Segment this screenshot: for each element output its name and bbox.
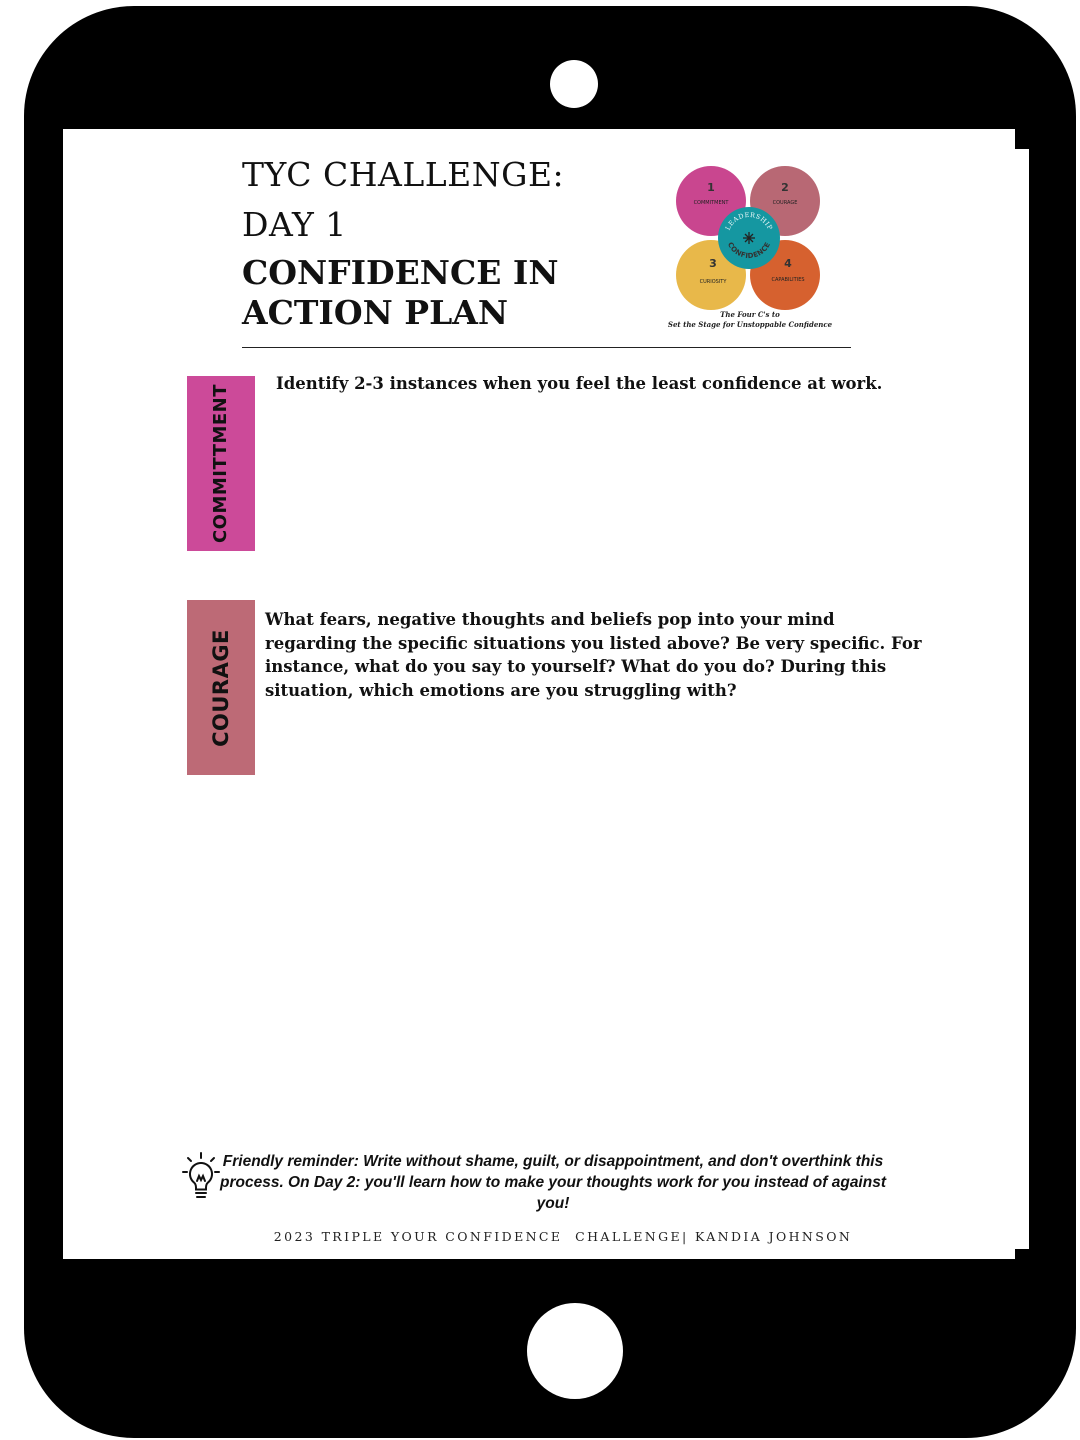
circle-2-number: 2 [781, 181, 789, 194]
center-bottom-text: CONFIDENCE [725, 240, 773, 261]
circle-4-number: 4 [784, 257, 792, 270]
commitment-tab [187, 376, 255, 551]
title-line-2: DAY 1 [242, 205, 347, 244]
courage-prompt: What fears, negative thoughts and beliefs pop into your mind regarding the specific situations you listed above? Be very specific. For instance, what do you say to yourself? What do you do? During this situation, which emotions are you struggling with? [265, 610, 922, 700]
circle-3-label: CURIOSITY [699, 279, 727, 285]
commitment-prompt: Identify 2-3 instances when you feel the least confidence at work. [276, 374, 883, 393]
commitment-tab-label: COMMITTMENT [210, 383, 232, 544]
home-button[interactable] [527, 1303, 623, 1399]
page-title: CONFIDENCE IN ACTION PLAN [242, 253, 559, 332]
circle-1-label: COMMITMENT [693, 200, 729, 206]
courage-tab [187, 600, 255, 775]
page-footer: 2023 TRIPLE YOUR CONFIDENCE CHALLENGE| KANDIA JOHNSON [273, 1229, 853, 1244]
friendly-reminder: Friendly reminder: Write without shame, guilt, or disappointment, and don't overthink this process. On Day 2: you'll learn how to make your thoughts work for you instead of against you! [220, 1153, 886, 1212]
four-cs-logo [668, 161, 833, 333]
courage-tab-label: COURAGE [209, 628, 234, 747]
circle-2-label: COURAGE [772, 200, 798, 206]
camera-dot [550, 60, 598, 108]
logo-caption-line-1: The Four C's to [720, 310, 780, 319]
worksheet-page [63, 129, 1015, 1259]
circle-3-number: 3 [709, 257, 717, 270]
circle-4-label: CAPABILITIES [771, 277, 805, 283]
center-top-text: LEADERSHIP [723, 210, 775, 232]
header-divider [242, 347, 851, 348]
title-line-1: TYC CHALLENGE: [242, 155, 565, 194]
logo-caption-line-2: Set the Stage for Unstoppable Confidence [668, 320, 833, 329]
circle-1-number: 1 [707, 181, 715, 194]
